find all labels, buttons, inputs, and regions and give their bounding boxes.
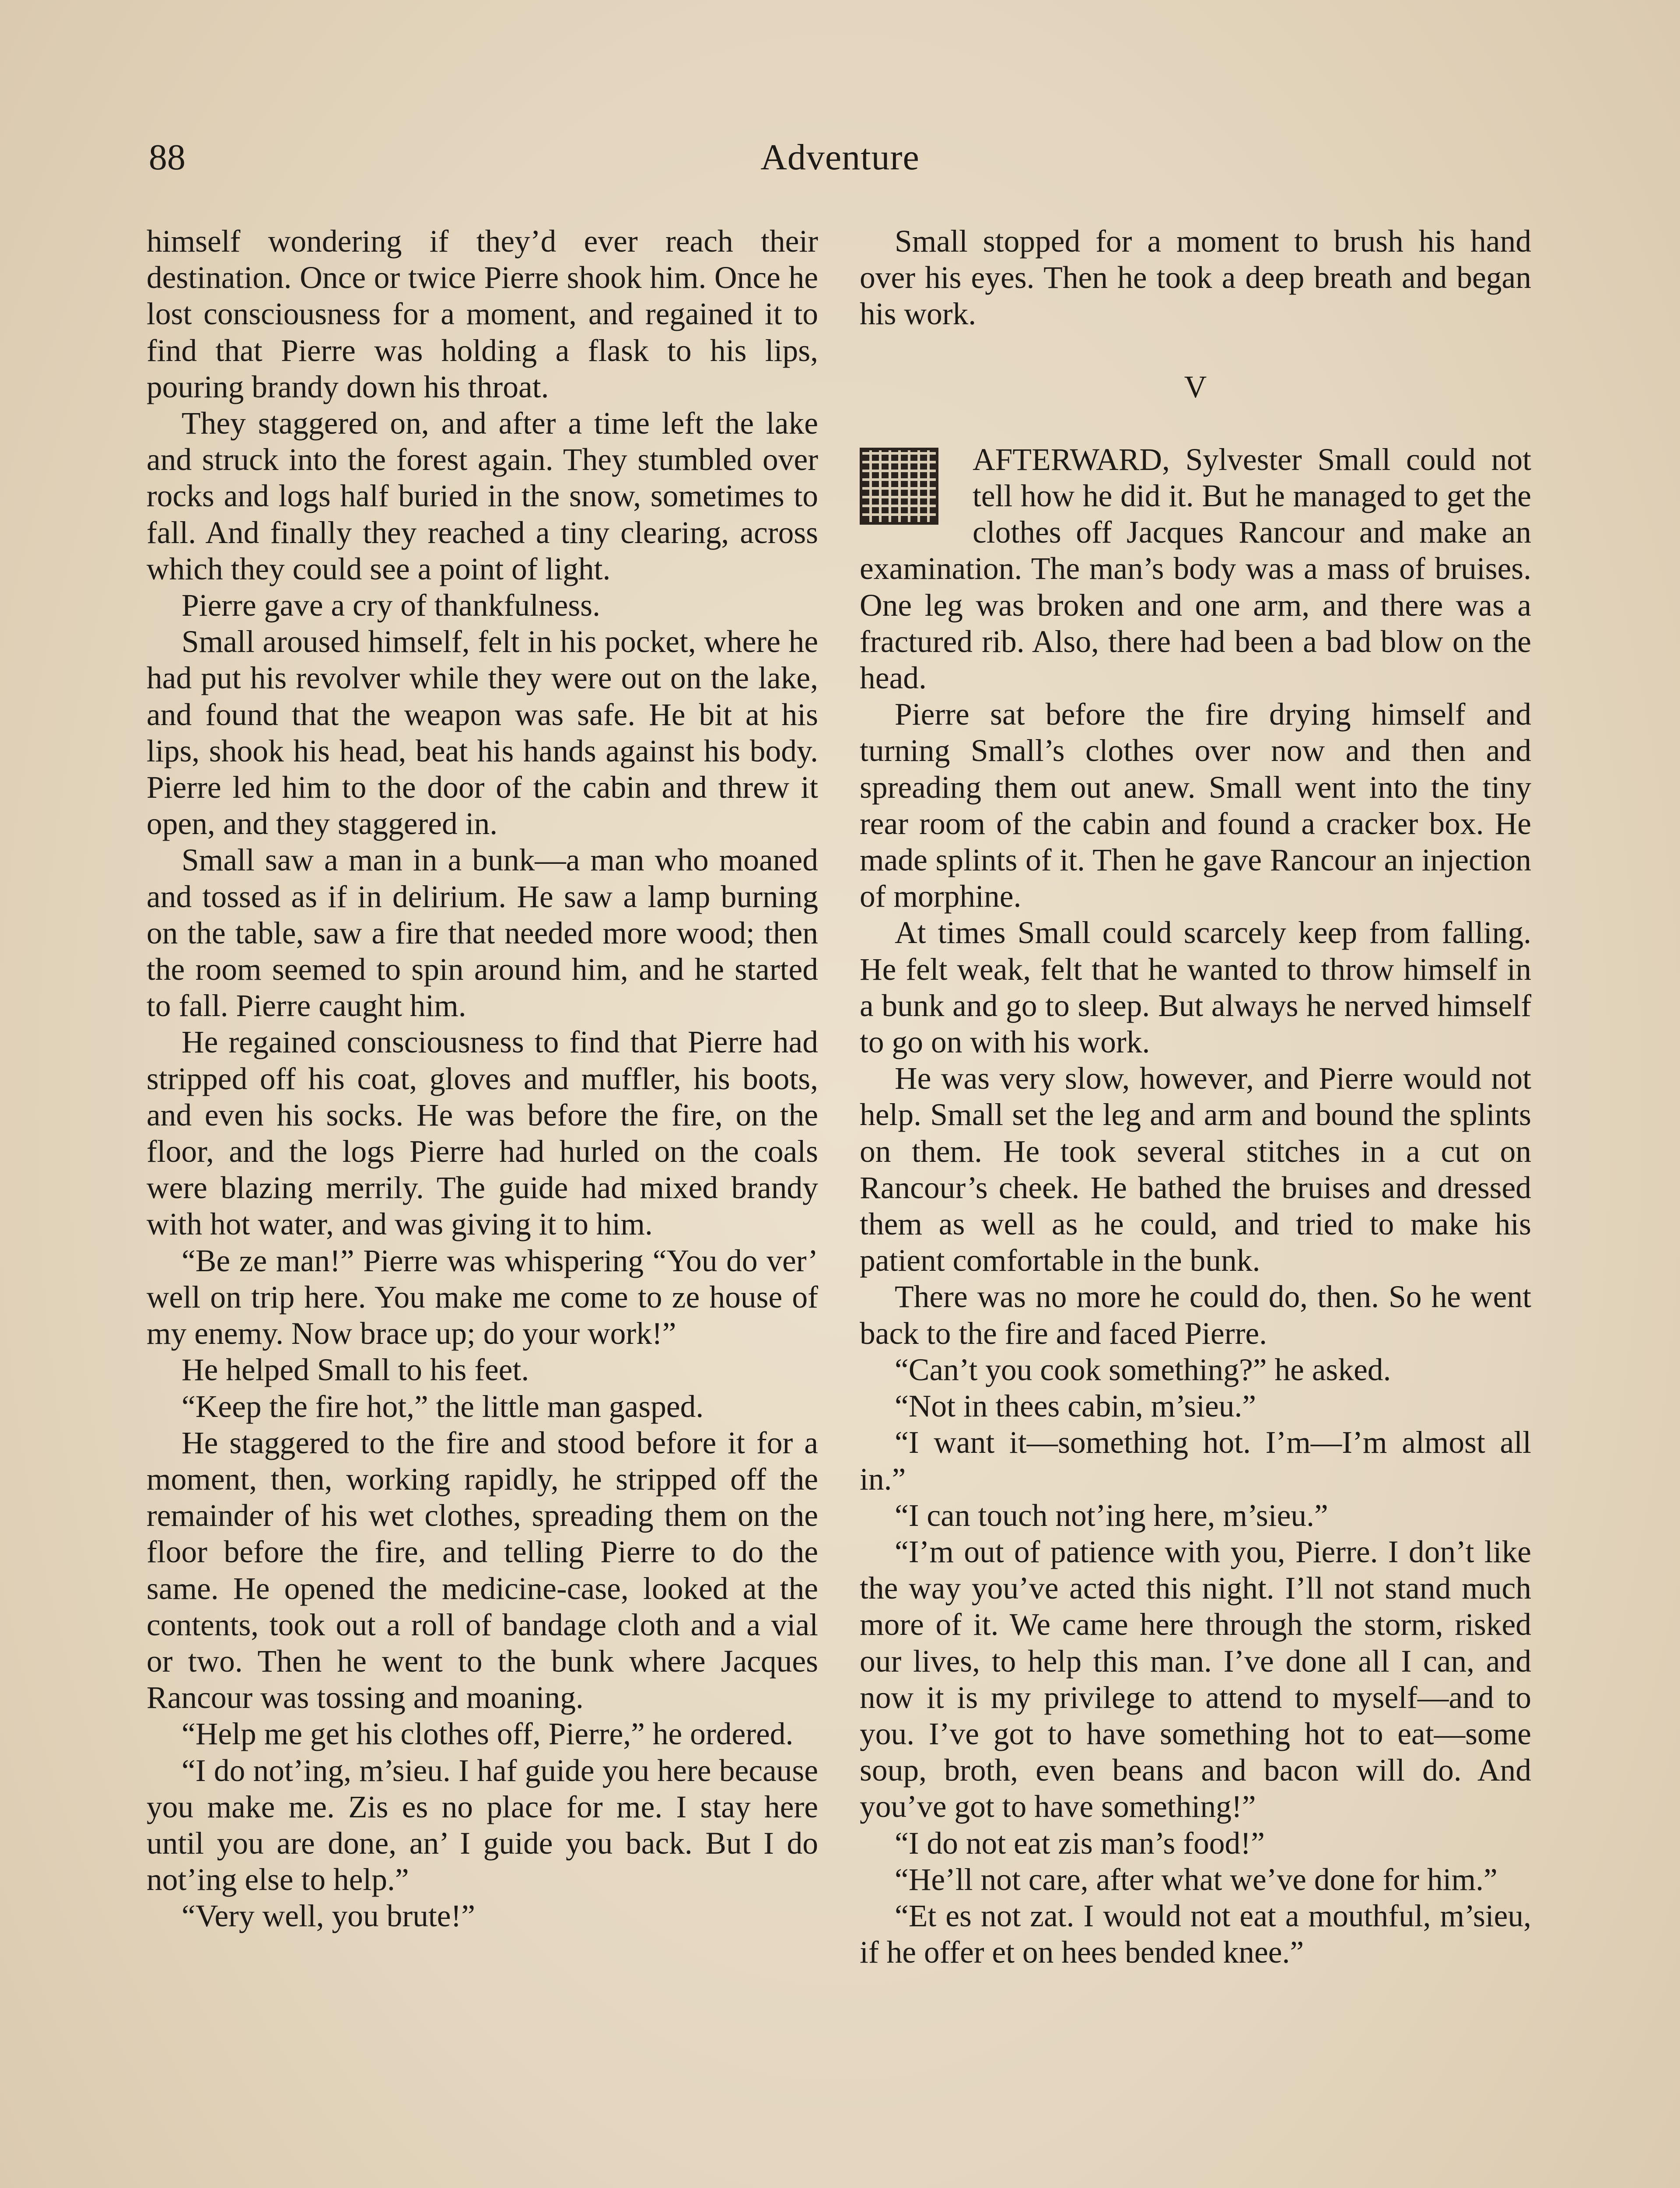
paragraph: “Not in thees cabin, m’sieu.” <box>895 1389 1256 1424</box>
paragraph: “I can touch not’ing here, m’sieu.” <box>895 1498 1328 1533</box>
right-column <box>860 223 1531 1971</box>
page-number: 88 <box>149 137 186 178</box>
paragraph: “He’ll not care, after what we’ve done for him.” <box>895 1862 1498 1897</box>
section-heading: V <box>1184 369 1207 404</box>
magazine-title: Adventure <box>760 137 920 178</box>
paragraph: “I want it—something hot. I’m—I’m almost all in.” <box>860 1425 1531 1497</box>
paragraph: There was no more he could do, then. So he went back to the fire and faced Pierre. <box>860 1280 1531 1351</box>
paragraph: “I do not eat zis man’s food!” <box>895 1826 1265 1861</box>
paragraph: “I’m out of patience with you, Pierre. I don’t like the way you’ve acted this night. I’ll not stand much more of it. We came here through the storm, risked our lives, to help this man. I’ve done all I can, and now it is my privilege to attend to myself—and to you. I’ve got to have something hot to eat—some soup, broth, even beans and bacon will do. And you’ve got to have something!” <box>860 1534 1531 1824</box>
paragraph: He regained consciousness to find that Pierre had stripped off his coat, gloves and muffler, his boots, and even his socks. He was before the fire, on the floor, and the logs Pierre had hurled on the coals were blazing merrily. The guide had mixed brandy with hot water, and was giving it to him. <box>147 1025 818 1242</box>
paragraph-text: AFTERWARD, Sylvester Small could not tell how he did it. But he managed to get the clothes off Jacques Rancour and make an examination. The man’s body was a mass of bruises. One leg was broken and one arm, and there was a fractured rib. Also, there had been a bad blow on the head. <box>860 442 1531 696</box>
paragraph: Small stopped for a moment to brush his hand over his eyes. Then he took a deep breath and began his work. <box>860 224 1531 332</box>
paragraph: Pierre gave a cry of thankfulness. <box>182 588 600 623</box>
paragraph: “Keep the fire hot,” the little man gasped. <box>182 1389 704 1424</box>
paragraph: He staggered to the fire and stood before it for a moment, then, working rapidly, he stripped off the remainder of his wet clothes, spreading them on the floor before the fire, and telling Pierre to do the same. He opened the medicine-case, looked at the contents, took out a roll of bandage cloth and a vial or two. Then he went to the bunk where Jacques Rancour was tossing and moaning. <box>147 1425 818 1715</box>
paragraph: “Be ze man!” Pierre was whispering “You do ver’ well on trip here. You make me come to ze house of my enemy. Now brace up; do your work!” <box>147 1243 818 1351</box>
paragraph: “Help me get his clothes off, Pierre,” he ordered. <box>182 1717 794 1752</box>
paragraph: “Et es not zat. I would not eat a mouthful, m’sieu, if he offer et on hees bended knee.” <box>860 1898 1531 1970</box>
left-column <box>147 223 818 1935</box>
paragraph: “Can’t you cook something?” he asked. <box>895 1352 1391 1387</box>
dropcap-ornament <box>860 448 938 525</box>
paragraph: At times Small could scarcely keep from falling. He felt weak, felt that he wanted to throw himself in a bunk and go to sleep. But always he nerved himself to go on with his work. <box>860 915 1531 1060</box>
paragraph: Small saw a man in a bunk—a man who moaned and tossed as if in delirium. He saw a lamp burning on the table, saw a fire that needed more wood; then the room seemed to spin around him, and he started to fall. Pierre caught him. <box>147 843 818 1024</box>
paragraph: himself wondering if they’d ever reach their destination. Once or twice Pierre shook him. Once he lost consciousness for a moment, and regained it to find that Pierre was holding a flask to his lips, pouring brandy down his throat. <box>147 224 818 404</box>
paragraph: They staggered on, and after a time left the lake and struck into the forest again. They stumbled over rocks and logs half buried in the snow, sometimes to fall. And finally they reached a tiny clearing, across which they could see a point of light. <box>147 406 818 586</box>
page-header <box>149 131 1531 184</box>
dropcap-paragraph <box>860 442 1531 696</box>
paragraph: “I do not’ing, m’sieu. I haf guide you here because you make me. Zis es no place for me. I stay here until you are done, an’ I guide you back. But I do not’ing else to help.” <box>147 1753 818 1897</box>
paragraph: Small aroused himself, felt in his pocket, where he had put his revolver while they were out on the lake, and found that the weapon was safe. He bit at his lips, shook his head, beat his hands against his body. Pierre led him to the door of the cabin and threw it open, and they staggered in. <box>147 624 818 842</box>
paragraph: He helped Small to his feet. <box>182 1353 529 1388</box>
paragraph: He was very slow, however, and Pierre would not help. Small set the leg and arm and bound the splints on them. He took several stitches in a cut on Rancour’s cheek. He bathed the bruises and dressed them as well as he could, and tried to make his patient comfortable in the bunk. <box>860 1061 1531 1278</box>
paragraph: Pierre sat before the fire drying himself and turning Small’s clothes over now and then and spreading them out anew. Small went into the tiny rear room of the cabin and found a cracker box. He made splints of it. Then he gave Rancour an injection of morphine. <box>860 697 1531 914</box>
paragraph: “Very well, you brute!” <box>182 1899 476 1934</box>
